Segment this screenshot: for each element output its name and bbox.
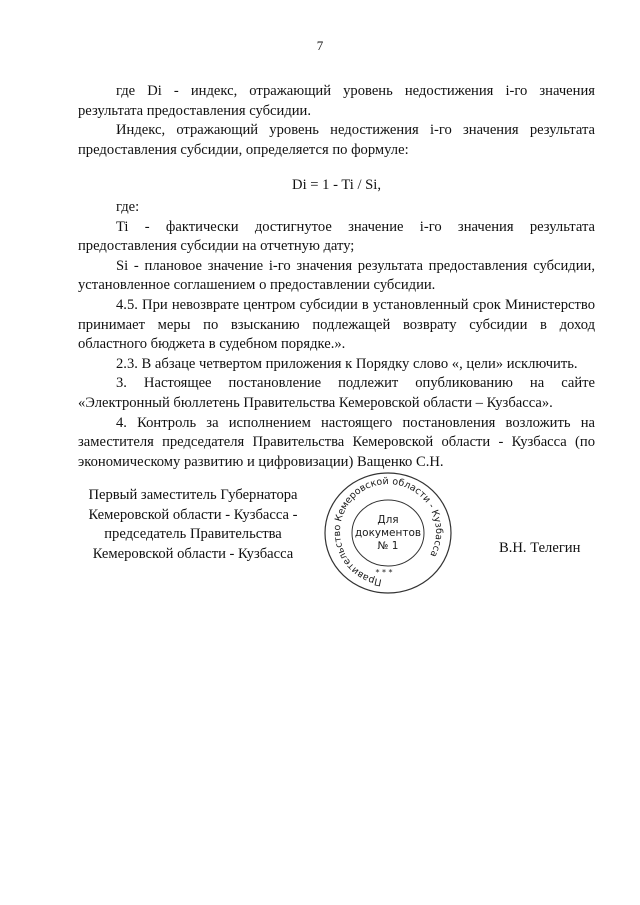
seal-center-line: Для xyxy=(377,514,399,526)
signer-position-line: председатель Правительства xyxy=(104,526,282,543)
signer-position-line: Первый заместитель Губернатора xyxy=(88,487,298,503)
signer-position-line: Кемеровской области - Кузбасса xyxy=(92,545,294,562)
seal-center-line: документов xyxy=(354,527,422,539)
formula: Di = 1 - Ti / Si, xyxy=(292,177,381,194)
signer-name: В.Н. Телегин xyxy=(499,540,581,556)
signer-position-line: Кемеровской области - Кузбасса - xyxy=(88,506,298,523)
official-seal xyxy=(318,470,458,598)
page-number: 7 xyxy=(316,38,324,53)
paragraph-4-5: 4.5. При невозврате центром субсидии в установленный срок Министерство принимает меры по взысканию подлежащей возврату субсидии в доход областного бюджета в судебном порядке.». xyxy=(78,296,595,353)
paragraph-index-definition: где Di - индекс, отражающий уровень недостижения i-го значения результата предоставления субсидии. xyxy=(78,83,595,119)
signer-position xyxy=(78,486,308,564)
paragraph-si-definition: Si - плановое значение i-го значения результата предоставления субсидии, установленное соглашением о предоставлении субсидии. xyxy=(78,257,595,294)
seal-star-decoration: * * * xyxy=(375,568,393,577)
paragraph-where: где: xyxy=(116,198,140,215)
paragraph-ti-definition: Ti - фактически достигнутое значение i-го значения результата предоставления субсидии на отчетную дату; xyxy=(78,218,595,255)
seal-center-line: № 1 xyxy=(377,540,399,552)
paragraph-2-3: 2.3. В абзаце четвертом приложения к Порядку слово «, цели» исключить. xyxy=(116,355,578,372)
document-body xyxy=(78,82,595,472)
paragraph-3-publication: 3. Настоящее постановление подлежит опубликованию на сайте «Электронный бюллетень Правительства Кемеровской области – Кузбасса». xyxy=(78,375,595,411)
paragraph-4-control: 4. Контроль за исполнением настоящего постановления возложить на заместителя председателя Правительства Кемеровской области - Кузбасса (по экономическому развитию и цифровизации) Ващенко С.Н. xyxy=(78,414,595,470)
paragraph-formula-intro: Индекс, отражающий уровень недостижения i-го значения результата предоставления субсидии, определяется по формуле: xyxy=(78,122,595,158)
seal-ring-text: Правительство Кемеровской области - Кузбасса xyxy=(331,475,445,588)
